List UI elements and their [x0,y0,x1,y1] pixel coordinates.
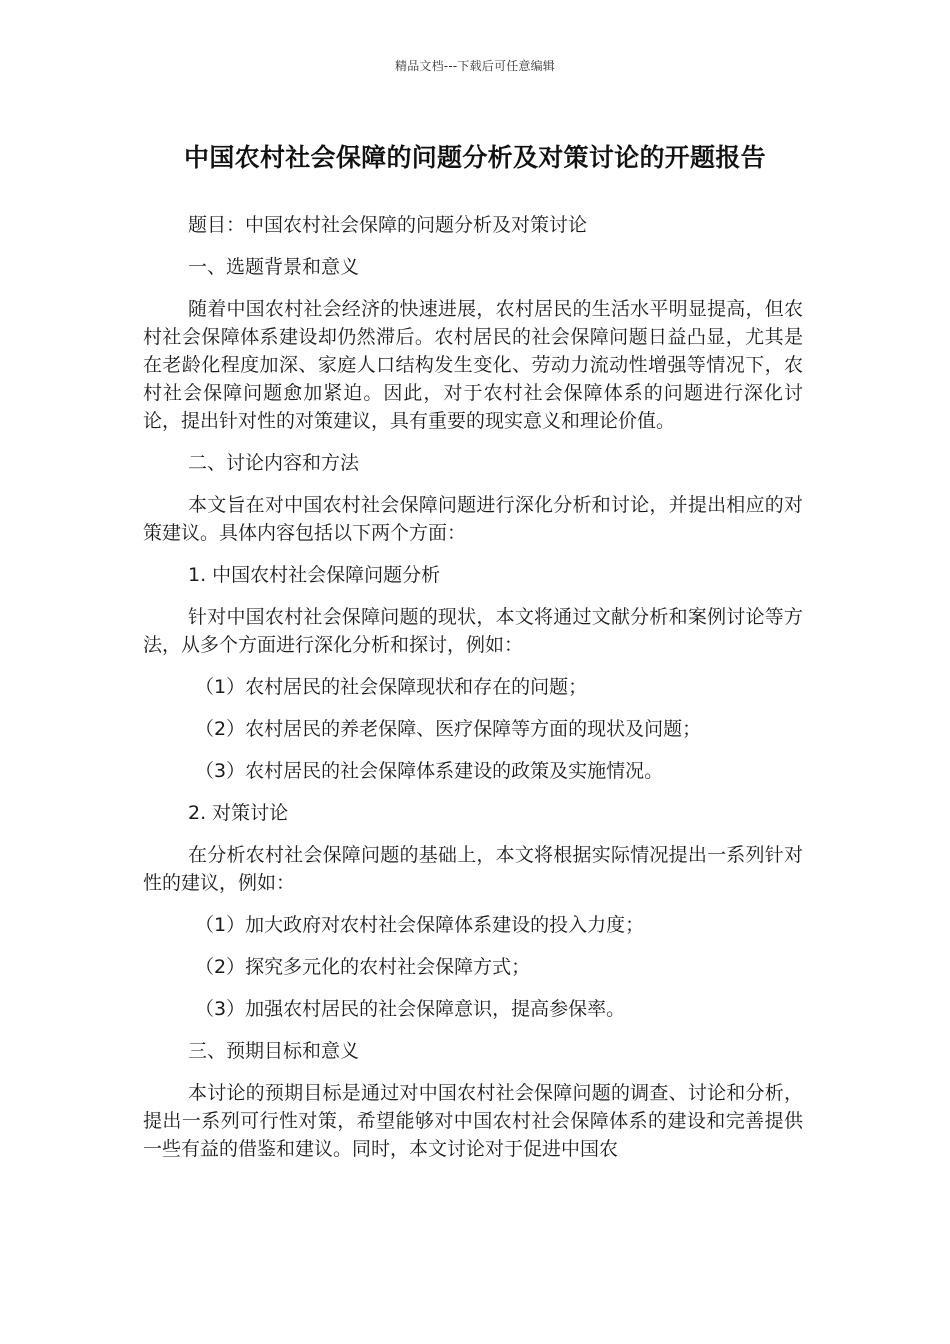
subheading-countermeasures: 2. 对策讨论 [188,802,289,824]
subheading-problem-analysis: 1. 中国农村社会保障问题分析 [188,564,441,586]
section-heading-goals: 三、预期目标和意义 [188,1040,360,1062]
section-heading-content-methods: 二、讨论内容和方法 [188,452,360,474]
paragraph-analysis-methods: 针对中国农村社会保障问题的现状，本文将通过文献分析和案例讨论等方法，从多个方面进行深化分析和探讨，例如： [143,606,803,656]
section-heading-background: 一、选题背景和意义 [188,256,360,278]
list-item: （3）农村居民的社会保障体系建设的政策及实施情况。 [195,760,664,782]
list-item: （2）探究多元化的农村社会保障方式； [195,956,531,978]
paragraph-goals: 本讨论的预期目标是通过对中国农村社会保障问题的调查、讨论和分析，提出一系列可行性对策，希望能够对中国农村社会保障体系的建设和完善提供一些有益的借鉴和建议。同时，本文讨论对于促进中国农 [143,1082,803,1160]
paragraph-countermeasures: 在分析农村社会保障问题的基础上，本文将根据实际情况提出一系列针对性的建议，例如： [143,844,803,894]
paragraph-content-intro: 本文旨在对中国农村社会保障问题进行深化分析和讨论，并提出相应的对策建议。具体内容包括以下两个方面： [143,494,803,544]
header-note: 精品文档---下载后可任意编辑 [395,59,555,73]
list-item: （3）加强农村居民的社会保障意识，提高参保率。 [195,998,626,1020]
list-item: （1）加大政府对农村社会保障体系建设的投入力度； [195,914,645,936]
paragraph-background: 随着中国农村社会经济的快速进展，农村居民的生活水平明显提高，但农村社会保障体系建设却仍然滞后。农村居民的社会保障问题日益凸显，尤其是在老龄化程度加深、家庭人口结构发生变化、劳动力流动性增强等情况下，农村社会保障问题愈加紧迫。因此，对于农村社会保障体系的问题进行深化讨论，提出针对性的对策建议，具有重要的现实意义和理论价值。 [143,298,803,432]
list-item: （2）农村居民的养老保障、医疗保障等方面的现状及问题； [195,718,702,740]
list-item: （1）农村居民的社会保障现状和存在的问题； [195,676,588,698]
document-body [143,211,803,1177]
page-title: 中国农村社会保障的问题分析及对策讨论的开题报告 [184,143,766,172]
topic-line: 题目：中国农村社会保障的问题分析及对策讨论 [188,214,588,236]
